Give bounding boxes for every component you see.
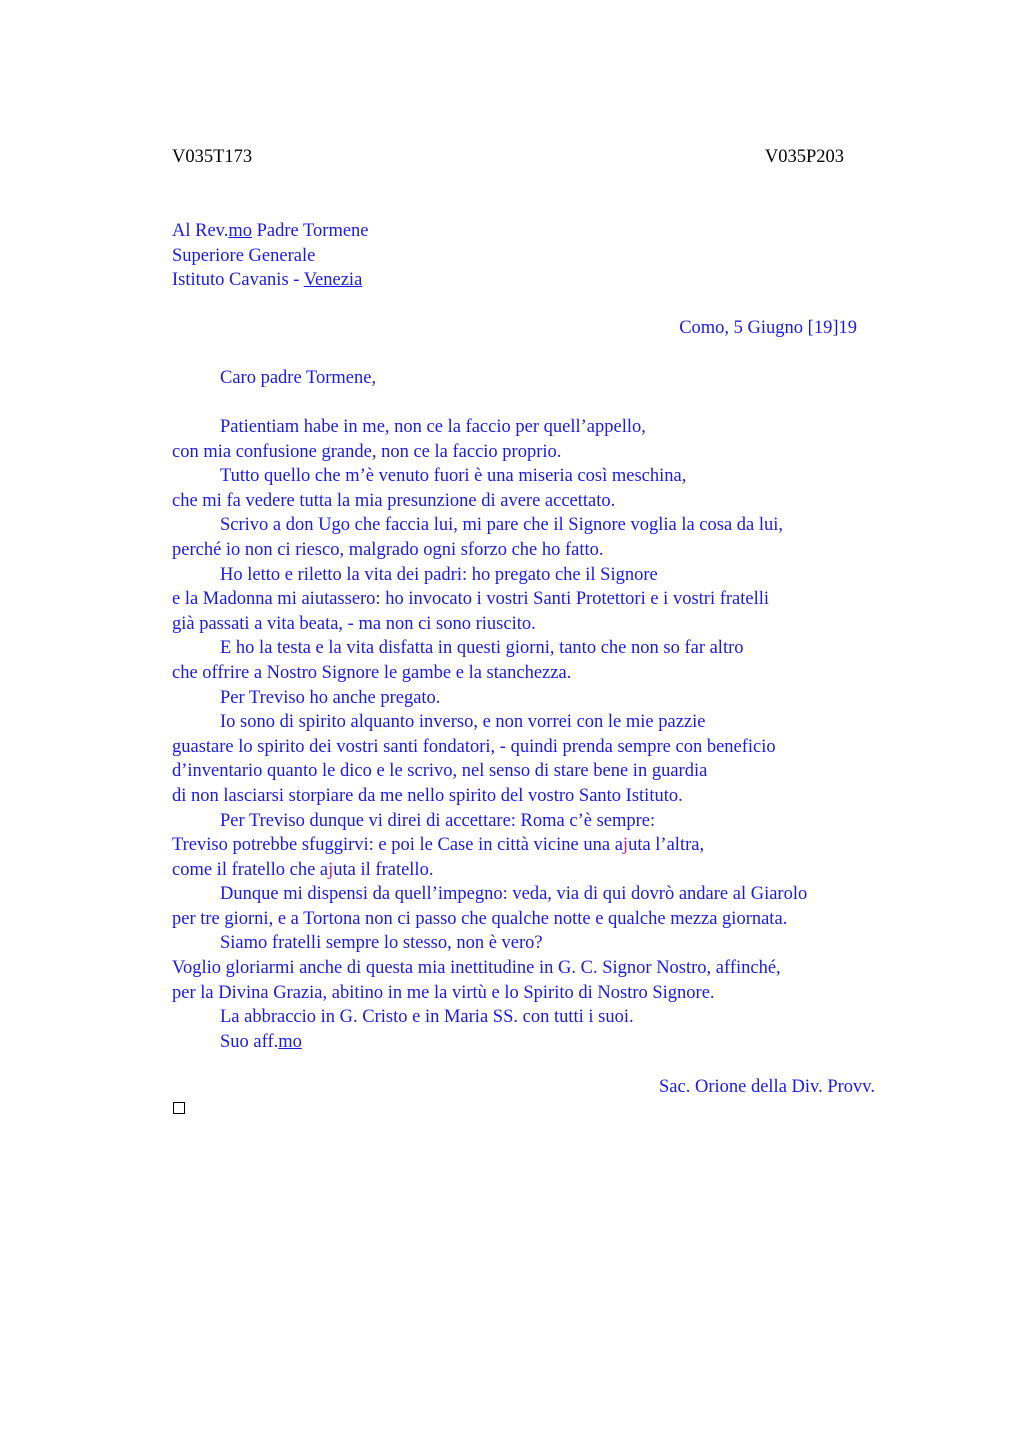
body-line: Per Treviso dunque vi direi di accettare: Roma c’è sempre: bbox=[220, 810, 656, 831]
document-codes bbox=[172, 145, 844, 171]
body-line: che offrire a Nostro Signore le gambe e la stanchezza. bbox=[172, 662, 572, 683]
body-line: guastare lo spirito dei vostri santi fondatori, - quindi prenda sempre con beneficio bbox=[172, 736, 776, 757]
address-line-3 bbox=[172, 268, 369, 293]
address-name: Padre Tormene bbox=[252, 221, 369, 241]
body-line bbox=[172, 833, 912, 858]
body-segment: uta l’altra, bbox=[628, 835, 705, 856]
body-segment: Treviso potrebbe sfuggirvi: e poi le Case in città vicine una a bbox=[172, 835, 623, 856]
date-year-part: 19 bbox=[813, 318, 833, 338]
body-line: Per Treviso ho anche pregato. bbox=[220, 687, 441, 708]
body-line: Io sono di spirito alquanto inverso, e non vorrei con le mie pazzie bbox=[220, 712, 706, 733]
body-line: per tre giorni, e a Tortona non ci passo che qualche notte e qualche mezza giornata. bbox=[172, 908, 788, 929]
body-line: che mi fa vedere tutta la mia presunzione di avere accettato. bbox=[172, 490, 616, 511]
address-title: Al Rev. bbox=[172, 221, 229, 241]
address-title-abbrev: mo bbox=[228, 221, 252, 241]
body-line: Siamo fratelli sempre lo stesso, non è vero? bbox=[220, 933, 543, 954]
recipient-address bbox=[172, 219, 369, 293]
closing-abbrev: mo bbox=[278, 1031, 302, 1052]
date-suffix: ]19 bbox=[832, 318, 857, 338]
body-line: Tutto quello che m’è venuto fuori è una miseria così meschina, bbox=[220, 466, 687, 487]
body-line: La abbraccio in G. Cristo e in Maria SS. con tutti i suoi. bbox=[220, 1007, 634, 1028]
closing-line bbox=[172, 1030, 912, 1055]
body-line: con mia confusione grande, non ce la faccio proprio. bbox=[172, 441, 562, 462]
body-segment: uta il fratello. bbox=[333, 859, 434, 880]
body-line: di non lasciarsi storpiare da me nello spirito del vostro Santo Istituto. bbox=[172, 785, 683, 806]
body-line: già passati a vita beata, - ma non ci sono riuscito. bbox=[172, 613, 536, 634]
body-line: per la Divina Grazia, abitino in me la virtù e lo Spirito di Nostro Signore. bbox=[172, 982, 715, 1003]
body-line: Voglio gloriarmi anche di questa mia inettitudine in G. C. Signor Nostro, affinché, bbox=[172, 958, 781, 979]
body-segment: come il fratello che a bbox=[172, 859, 329, 880]
body-line: Patientiam habe in me, non ce la faccio per quell’appello, bbox=[220, 417, 646, 437]
highlighted-letter: j bbox=[328, 859, 334, 880]
address-city: Venezia bbox=[303, 270, 363, 291]
salutation: Caro padre Tormene, bbox=[220, 368, 377, 388]
end-square-icon bbox=[173, 1102, 185, 1114]
address-line-2: Superiore Generale bbox=[172, 245, 316, 266]
letter-body bbox=[172, 415, 912, 1054]
body-line: E ho la testa e la vita disfatta in questi giorni, tanto che non so far altro bbox=[220, 638, 744, 659]
body-line: e la Madonna mi aiutassero: ho invocato i vostri Santi Protettori e i vostri fratelli bbox=[172, 589, 770, 610]
body-line: Scrivo a don Ugo che faccia lui, mi pare che il Signore voglia la cosa da lui, bbox=[220, 515, 784, 536]
body-line: perché io non ci riesco, malgrado ogni sforzo che ho fatto. bbox=[172, 539, 604, 560]
address-line-1 bbox=[172, 219, 369, 244]
body-line: Dunque mi dispensi da quell’impegno: veda, via di qui dovrò andare al Giarolo bbox=[220, 884, 808, 905]
closing-text: Suo aff. bbox=[220, 1031, 279, 1052]
date-prefix: Como, 5 Giugno [ bbox=[679, 318, 814, 338]
signature: Sac. Orione della Div. Provv. bbox=[659, 1077, 875, 1097]
highlighted-letter: j bbox=[622, 835, 629, 856]
body-line: Ho letto e riletto la vita dei padri: ho pregato che il Signore bbox=[220, 564, 658, 585]
body-line: d’inventario quanto le dico e le scrivo, nel senso di stare bene in guardia bbox=[172, 761, 708, 782]
code-left: V035T173 bbox=[172, 147, 253, 167]
letter-date bbox=[679, 316, 857, 341]
code-right: V035P203 bbox=[764, 147, 844, 167]
address-institute: Istituto Cavanis - bbox=[172, 270, 304, 291]
body-line bbox=[172, 858, 912, 883]
